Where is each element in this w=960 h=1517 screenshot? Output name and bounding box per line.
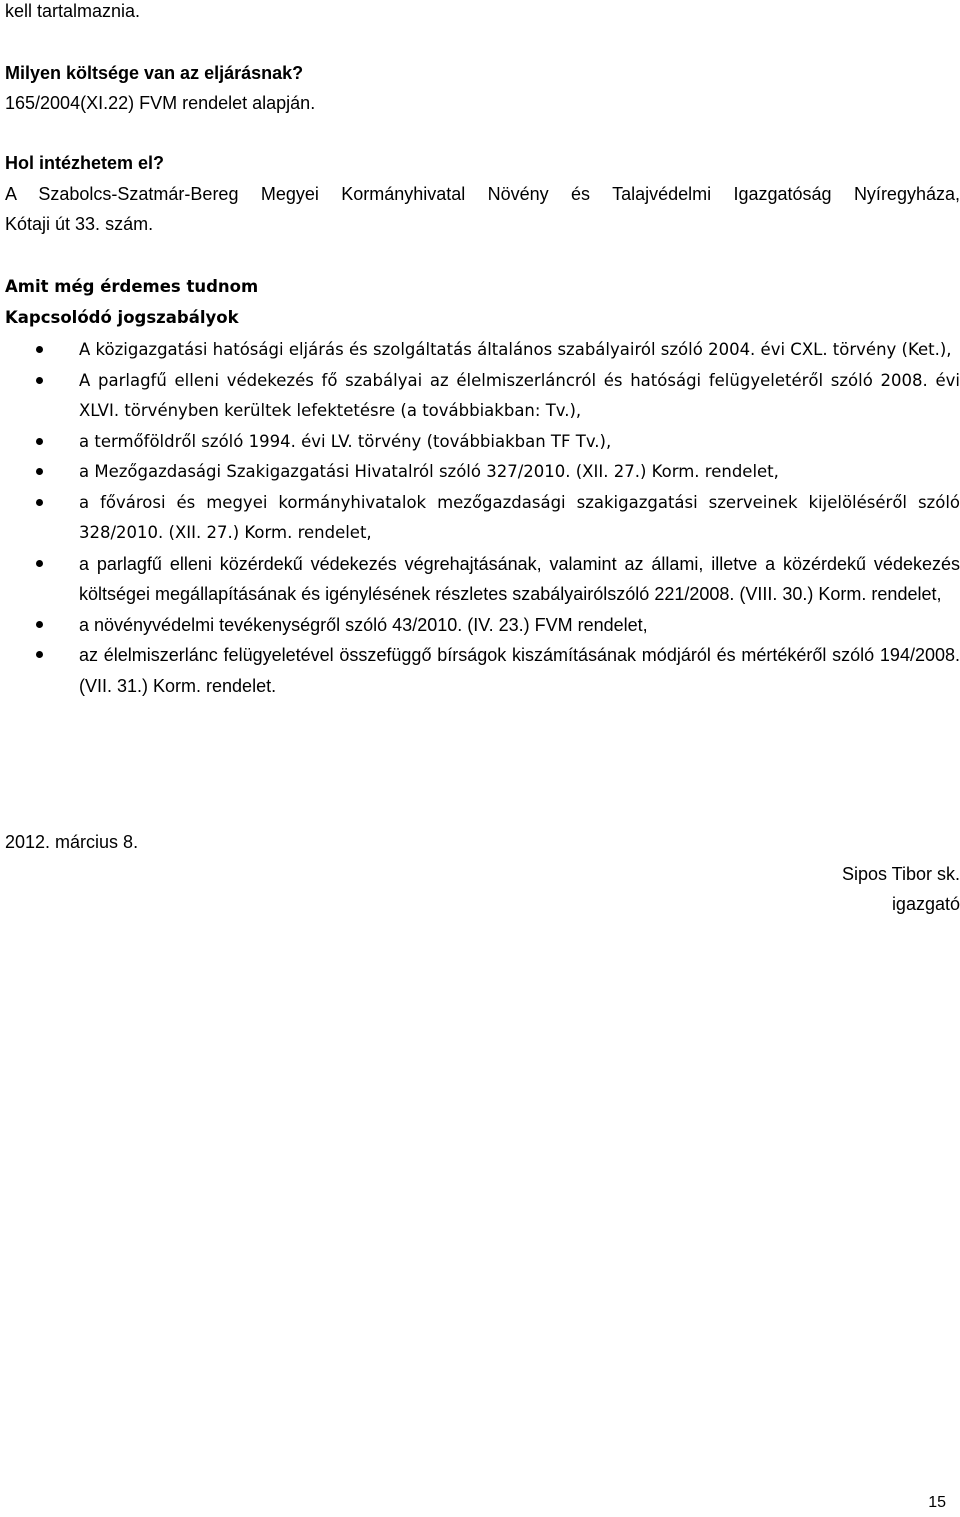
where-text-line2: Kótaji út 33. szám. [5,214,154,234]
more-heading: Amit még érdemes tudnom [5,277,259,296]
law-item: a parlagfű elleni közérdekű védekezés végrehajtásának, valamint az állami, illetve a közérdekű védekezés költségei megállapításának és igénylésének részletes szabályairólszóló 221/2008. (VIII. 30.) Korm. rendelet, [0,549,960,610]
related-laws-heading: Kapcsolódó jogszabályok [5,308,239,327]
law-item: a termőföldről szóló 1994. évi LV. törvény (továbbiakban TF Tv.), [0,427,960,458]
signature-date: 2012. március 8. [5,832,139,852]
cost-heading: Milyen költsége van az eljárásnak? [5,63,304,83]
where-heading: Hol intézhetem el? [5,153,165,173]
law-item: A parlagfű elleni védekezés fő szabályai az élelmiszerláncról és hatósági felügyeletéről szóló 2008. évi XLVI. törvényben kerültek lefektetésre (a továbbiakban: Tv.), [0,366,960,427]
related-laws-list [0,335,960,701]
signature-title: igazgató [891,894,960,914]
where-text-line1: A Szabolcs-Szatmár-Bereg Megyei Kormányhivatal Növény és Talajvédelmi Igazgatóság Nyíregyháza, [5,184,960,204]
law-item: A közigazgatási hatósági eljárás és szolgáltatás általános szabályairól szóló 2004. évi CXL. törvény (Ket.), [0,335,960,366]
law-item: a fővárosi és megyei kormányhivatalok mezőgazdasági szakigazgatási szerveinek kijelöléséről szóló 328/2010. (XII. 27.) Korm. rendelet, [0,488,960,549]
law-item: a növényvédelmi tevékenységről szóló 43/2010. (IV. 23.) FVM rendelet, [0,610,960,641]
page-number: 15 [928,1494,946,1511]
intro-text: kell tartalmaznia. [5,1,141,21]
law-item: a Mezőgazdasági Szakigazgatási Hivatalról szóló 327/2010. (XII. 27.) Korm. rendelet, [0,457,960,488]
cost-text: 165/2004(XI.22) FVM rendelet alapján. [5,93,316,113]
signature-name: Sipos Tibor sk. [841,864,960,884]
law-item: az élelmiszerlánc felügyeletével összefüggő bírságok kiszámításának módjáról és mértékéről szóló 194/2008. (VII. 31.) Korm. rendelet. [0,640,960,701]
